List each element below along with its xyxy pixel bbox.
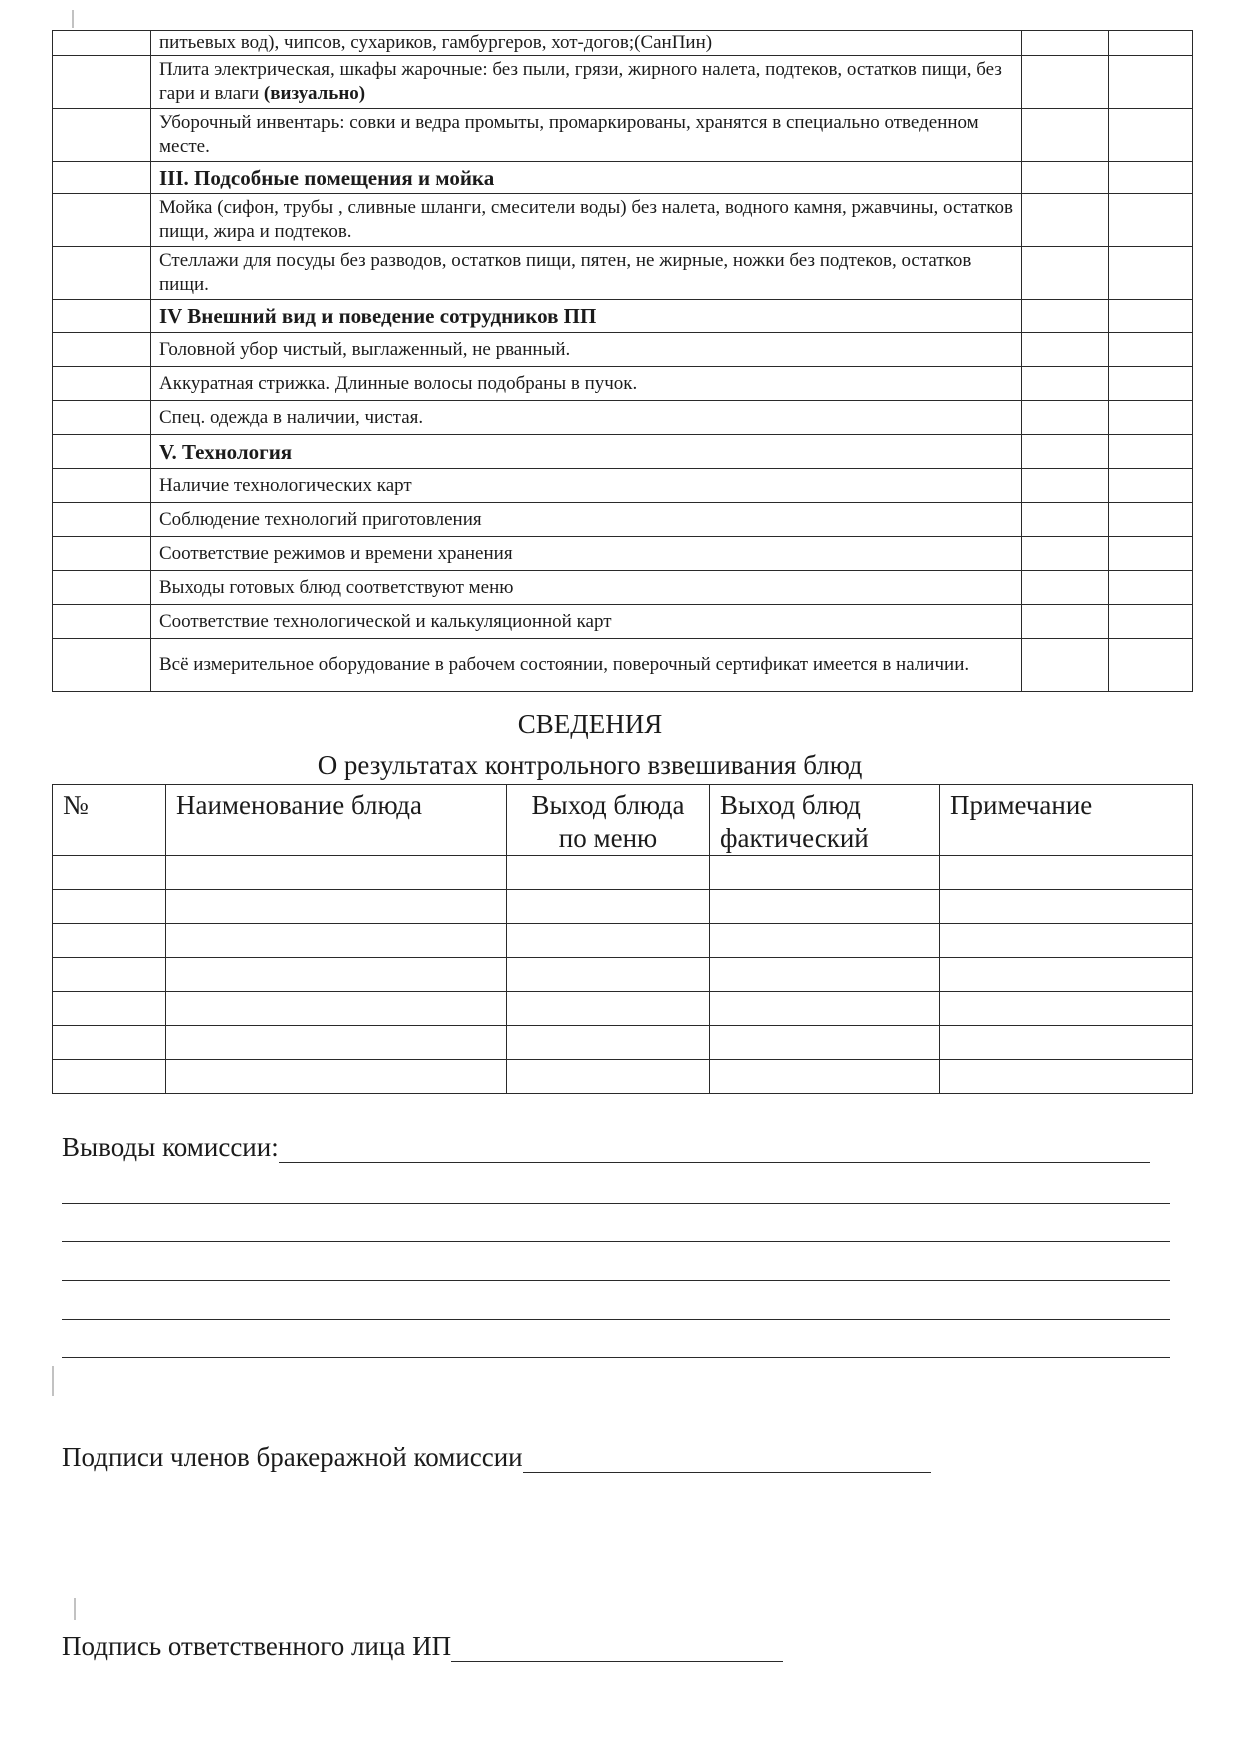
conclusions-label: Выводы комиссии: <box>62 1132 279 1162</box>
checklist-num-cell <box>53 300 151 333</box>
weighing-row <box>53 992 1193 1026</box>
weighing-note-cell[interactable] <box>940 890 1193 924</box>
weighing-num-cell[interactable] <box>53 924 166 958</box>
checklist-mark-cell[interactable] <box>1022 503 1109 537</box>
svedenia-title: СВЕДЕНИЯ <box>517 709 663 739</box>
conclusions-blank-line[interactable] <box>62 1203 1170 1204</box>
header-actual-yield: Выход блюд фактический <box>710 785 940 856</box>
checklist-text: Стеллажи для посуды без разводов, остатков пищи, пятен, не жирные, ножки без подтеков, остатков пищи. <box>159 250 972 295</box>
checklist-mark-cell[interactable] <box>1109 333 1193 367</box>
checklist-item-row <box>53 109 1193 162</box>
header-num: № <box>53 785 166 856</box>
checklist-text: Наличие технологических карт <box>159 474 412 496</box>
checklist-text: Уборочный инвентарь: совки и ведра промыты, промаркированы, хранятся в специально отведенном месте. <box>159 112 979 157</box>
checklist-item-text <box>151 333 1022 367</box>
checklist-mark-cell[interactable] <box>1109 401 1193 435</box>
checklist-item-row <box>53 31 1193 56</box>
checklist-item-row <box>53 639 1193 692</box>
checklist-item-row <box>53 401 1193 435</box>
checklist-section-title <box>151 162 1022 194</box>
checklist-mark-cell[interactable] <box>1022 31 1109 56</box>
checklist-mark-cell[interactable] <box>1022 162 1109 194</box>
checklist-text: Соответствие технологической и калькуляционной карт <box>159 610 612 632</box>
checklist-text: V. Технология <box>159 439 293 464</box>
weighing-num-cell[interactable] <box>53 1060 166 1094</box>
weighing-row <box>53 856 1193 890</box>
checklist-item-text <box>151 401 1022 435</box>
weighing-dish-name-cell[interactable] <box>166 1060 507 1094</box>
checklist-mark-cell[interactable] <box>1109 435 1193 469</box>
checklist-num-cell <box>53 367 151 401</box>
header-note: Примечание <box>940 785 1193 856</box>
checklist-mark-cell[interactable] <box>1022 247 1109 300</box>
checklist-mark-cell[interactable] <box>1109 571 1193 605</box>
weighing-note-cell[interactable] <box>940 924 1193 958</box>
weighing-dish-name-cell[interactable] <box>166 992 507 1026</box>
checklist-bold-note: (визуально) <box>263 83 366 104</box>
weighing-note-cell[interactable] <box>940 1026 1193 1060</box>
checklist-mark-cell[interactable] <box>1109 31 1193 56</box>
checklist-mark-cell[interactable] <box>1022 605 1109 639</box>
weighing-menu-yield-cell[interactable] <box>507 1026 710 1060</box>
checklist-text: IV Внешний вид и поведение сотрудников ПП <box>159 304 597 328</box>
checklist-mark-cell[interactable] <box>1109 639 1193 692</box>
checklist-mark-cell[interactable] <box>1022 56 1109 109</box>
header-dish-name: Наименование блюда <box>166 785 507 856</box>
weighing-note-cell[interactable] <box>940 992 1193 1026</box>
checklist-mark-cell[interactable] <box>1109 194 1193 247</box>
checklist-item-row <box>53 247 1193 300</box>
weighing-dish-name-cell[interactable] <box>166 924 507 958</box>
checklist-item-text <box>151 247 1022 300</box>
checklist-item-row <box>53 333 1193 367</box>
weighing-dish-name-cell[interactable] <box>166 958 507 992</box>
scan-artifact <box>74 1598 76 1620</box>
checklist-item-row <box>53 605 1193 639</box>
checklist-mark-cell[interactable] <box>1109 537 1193 571</box>
conclusions-blank-line[interactable] <box>62 1241 1170 1242</box>
checklist-mark-cell[interactable] <box>1022 194 1109 247</box>
checklist-item-row <box>53 56 1193 109</box>
checklist-num-cell <box>53 639 151 692</box>
weighing-num-cell[interactable] <box>53 992 166 1026</box>
weighing-note-cell[interactable] <box>940 856 1193 890</box>
checklist-section-title <box>151 435 1022 469</box>
scan-artifact <box>72 10 74 28</box>
checklist-num-cell <box>53 605 151 639</box>
checklist-text: Соблюдение технологий приготовления <box>159 508 482 530</box>
checklist-text: III. Подсобные помещения и мойка <box>159 165 495 190</box>
checklist-mark-cell[interactable] <box>1022 367 1109 401</box>
checklist-item-text <box>151 469 1022 503</box>
checklist-num-cell <box>53 194 151 247</box>
weighing-row <box>53 890 1193 924</box>
checklist-item-row <box>53 469 1193 503</box>
checklist-num-cell <box>53 503 151 537</box>
checklist-text: Всё измерительное оборудование в рабочем состоянии, поверочный сертификат имеется в наличии. <box>159 654 970 675</box>
weighing-num-cell[interactable] <box>53 958 166 992</box>
responsible-signature-field[interactable] <box>451 1633 783 1662</box>
weighing-actual-yield-cell[interactable] <box>710 890 940 924</box>
weighing-actual-yield-cell[interactable] <box>710 924 940 958</box>
checklist-item-text <box>151 194 1022 247</box>
checklist-item-text <box>151 109 1022 162</box>
checklist-section-row <box>53 435 1193 469</box>
checklist-text: Выходы готовых блюд соответствуют меню <box>159 576 514 598</box>
checklist-mark-cell[interactable] <box>1022 109 1109 162</box>
svedenia-subtitle: О результатах контрольного взвешивания блюд <box>317 750 863 780</box>
checklist-mark-cell[interactable] <box>1109 605 1193 639</box>
conclusions-blank-line[interactable] <box>62 1319 1170 1320</box>
checklist-item-row <box>53 367 1193 401</box>
checklist-text: Аккуратная стрижка. Длинные волосы подобраны в пучок. <box>159 372 638 394</box>
control-weighing-table <box>52 784 1193 1094</box>
checklist-item-text <box>151 605 1022 639</box>
weighing-menu-yield-cell[interactable] <box>507 890 710 924</box>
checklist-text: Плита электрическая, шкафы жарочные: без пыли, грязи, жирного налета, подтеков, остатков пищи, без гари и влаги <box>159 59 1002 104</box>
checklist-num-cell <box>53 56 151 109</box>
weighing-actual-yield-cell[interactable] <box>710 958 940 992</box>
checklist-mark-cell[interactable] <box>1022 401 1109 435</box>
checklist-text: питьевых вод), чипсов, сухариков, гамбургеров, хот-догов;(СанПин) <box>159 32 713 53</box>
conclusions-blank-line[interactable] <box>62 1280 1170 1281</box>
checklist-num-cell <box>53 469 151 503</box>
checklist-item-row <box>53 537 1193 571</box>
checklist-item-row <box>53 503 1193 537</box>
checklist-text: Головной убор чистый, выглаженный, не рванный. <box>159 338 571 360</box>
checklist-num-cell <box>53 109 151 162</box>
checklist-mark-cell[interactable] <box>1022 300 1109 333</box>
checklist-mark-cell[interactable] <box>1022 333 1109 367</box>
checklist-item-row <box>53 194 1193 247</box>
weighing-row <box>53 958 1193 992</box>
weighing-dish-name-cell[interactable] <box>166 1026 507 1060</box>
weighing-actual-yield-cell[interactable] <box>710 1060 940 1094</box>
commission-signatures-field[interactable] <box>523 1444 931 1473</box>
weighing-row <box>53 1060 1193 1094</box>
checklist-num-cell <box>53 571 151 605</box>
checklist-section-row <box>53 162 1193 194</box>
checklist-mark-cell[interactable] <box>1109 469 1193 503</box>
checklist-mark-cell[interactable] <box>1109 162 1193 194</box>
weighing-menu-yield-cell[interactable] <box>507 856 710 890</box>
checklist-mark-cell[interactable] <box>1022 435 1109 469</box>
weighing-row <box>53 924 1193 958</box>
sanitary-checklist-table <box>52 30 1193 692</box>
checklist-mark-cell[interactable] <box>1022 469 1109 503</box>
checklist-mark-cell[interactable] <box>1022 639 1109 692</box>
checklist-mark-cell[interactable] <box>1109 300 1193 333</box>
weighing-num-cell[interactable] <box>53 1026 166 1060</box>
checklist-num-cell <box>53 401 151 435</box>
checklist-mark-cell[interactable] <box>1109 367 1193 401</box>
weighing-num-cell[interactable] <box>53 856 166 890</box>
weighing-menu-yield-cell[interactable] <box>507 1060 710 1094</box>
weighing-actual-yield-cell[interactable] <box>710 856 940 890</box>
weighing-row <box>53 1026 1193 1060</box>
commission-signatures-line <box>62 1441 931 1473</box>
checklist-item-text <box>151 639 1022 692</box>
checklist-mark-cell[interactable] <box>1022 537 1109 571</box>
checklist-mark-cell[interactable] <box>1109 247 1193 300</box>
checklist-mark-cell[interactable] <box>1109 109 1193 162</box>
responsible-signature-label: Подпись ответственного лица ИП <box>62 1631 452 1661</box>
checklist-text: Мойка (сифон, трубы , сливные шланги, смесители воды) без налета, водного камня, ржавчины, остатков пищи, жира и подтеков. <box>159 197 1013 242</box>
checklist-section-title <box>151 300 1022 333</box>
weighing-dish-name-cell[interactable] <box>166 890 507 924</box>
conclusions-blank-line[interactable] <box>62 1357 1170 1358</box>
checklist-item-row <box>53 571 1193 605</box>
header-menu-yield: Выход блюда по меню <box>507 785 710 856</box>
checklist-item-text <box>151 503 1022 537</box>
checklist-item-text <box>151 31 1022 56</box>
checklist-text: Спец. одежда в наличии, чистая. <box>159 406 424 428</box>
checklist-num-cell <box>53 435 151 469</box>
weighing-actual-yield-cell[interactable] <box>710 1026 940 1060</box>
checklist-mark-cell[interactable] <box>1022 571 1109 605</box>
weighing-menu-yield-cell[interactable] <box>507 958 710 992</box>
weighing-menu-yield-cell[interactable] <box>507 924 710 958</box>
checklist-mark-cell[interactable] <box>1109 56 1193 109</box>
weighing-actual-yield-cell[interactable] <box>710 992 940 1026</box>
weighing-dish-name-cell[interactable] <box>166 856 507 890</box>
responsible-signature-line <box>62 1630 783 1662</box>
weighing-menu-yield-cell[interactable] <box>507 992 710 1026</box>
checklist-item-text <box>151 367 1022 401</box>
checklist-num-cell <box>53 162 151 194</box>
commission-signatures-label: Подписи членов бракеражной комиссии <box>62 1442 523 1472</box>
scan-artifact <box>52 1366 54 1396</box>
checklist-item-text <box>151 571 1022 605</box>
conclusions-field[interactable] <box>279 1134 1150 1163</box>
checklist-text: Соответствие режимов и времени хранения <box>159 542 513 564</box>
conclusions-line <box>62 1131 1150 1163</box>
checklist-mark-cell[interactable] <box>1109 503 1193 537</box>
weighing-num-cell[interactable] <box>53 890 166 924</box>
checklist-num-cell <box>53 247 151 300</box>
weighing-header-row <box>53 785 1193 856</box>
checklist-num-cell <box>53 333 151 367</box>
weighing-note-cell[interactable] <box>940 958 1193 992</box>
weighing-note-cell[interactable] <box>940 1060 1193 1094</box>
checklist-section-row <box>53 300 1193 333</box>
checklist-item-text <box>151 56 1022 109</box>
checklist-num-cell <box>53 537 151 571</box>
checklist-item-text <box>151 537 1022 571</box>
checklist-num-cell <box>53 31 151 56</box>
